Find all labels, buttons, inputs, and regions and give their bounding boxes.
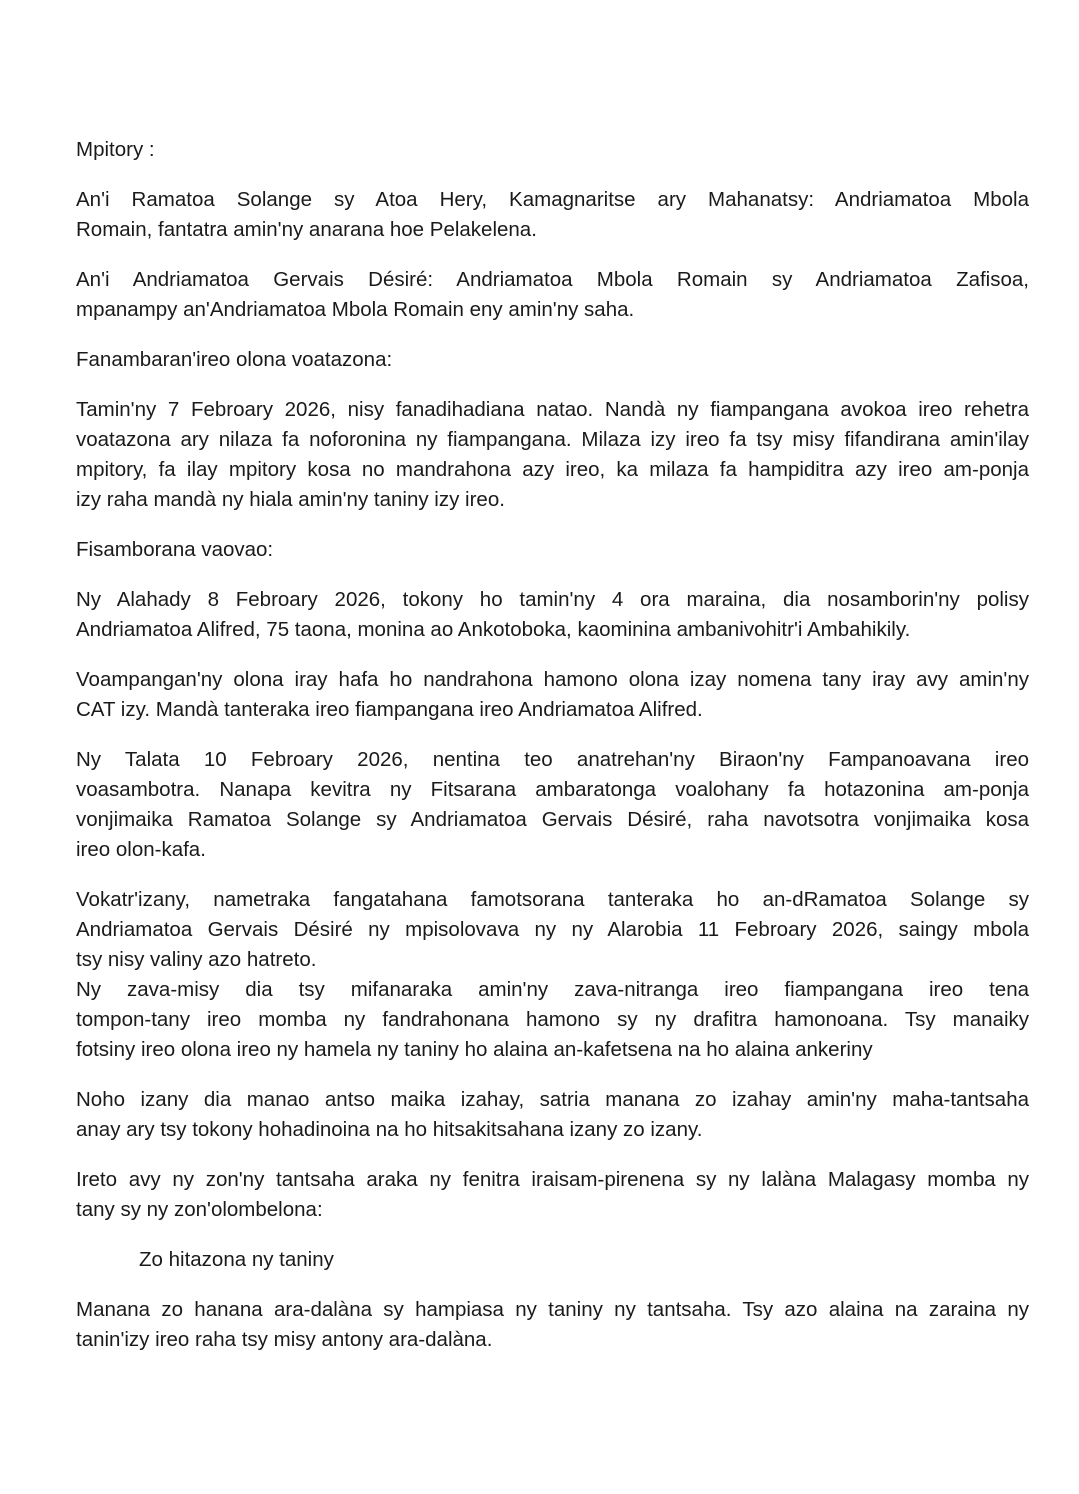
text-line: Mpitory : <box>76 138 155 161</box>
paragraph-spacing <box>76 165 1029 185</box>
text-line: Andriamatoa Gervais Désiré ny mpisolovava ny ny Alarobia 11 Febroary 2026, saingy mbola <box>76 918 1029 941</box>
text-line: CAT izy. Mandà tanteraka ireo fiampangana ireo Andriamatoa Alifred. <box>76 698 703 721</box>
text-line: mpitory, fa ilay mpitory kosa no mandrahona azy ireo, ka milaza fa hampiditra azy ireo am-ponja <box>76 458 1029 481</box>
text-line: anay ary tsy tokony hohadinoina na ho hitsakitsahana izany zo izany. <box>76 1118 703 1141</box>
section-heading <box>76 345 1029 375</box>
text-line: Voampangan'ny olona iray hafa ho nandrahona hamono olona izay nomena tany iray avy amin'ny <box>76 668 1029 691</box>
paragraph-spacing <box>76 1065 1029 1085</box>
text-line: voasambotra. Nanapa kevitra ny Fitsarana ambaratonga voalohany fa hotazonina am-ponja <box>76 778 1029 801</box>
paragraph <box>76 975 1029 1065</box>
text-line: Ny Talata 10 Febroary 2026, nentina teo anatrehan'ny Biraon'ny Fampanoavana ireo <box>76 748 1029 771</box>
paragraph <box>76 885 1029 975</box>
text-line: Ny Alahady 8 Febroary 2026, tokony ho tamin'ny 4 ora maraina, dia nosamborin'ny polisy <box>76 588 1029 611</box>
text-line: fotsiny ireo olona ireo ny hamela ny taniny ho alaina an-kafetsena na ho alaina ankeriny <box>76 1038 873 1061</box>
paragraph <box>76 395 1029 515</box>
text-line: tany sy ny zon'olombelona: <box>76 1198 323 1221</box>
text-line: An'i Andriamatoa Gervais Désiré: Andriamatoa Mbola Romain sy Andriamatoa Zafisoa, <box>76 268 1029 291</box>
text-line: Fanambaran'ireo olona voatazona: <box>76 348 393 371</box>
text-line: tsy nisy valiny azo hatreto. <box>76 948 317 971</box>
paragraph <box>76 185 1029 245</box>
document-page <box>76 135 1029 1355</box>
text-line: Andriamatoa Alifred, 75 taona, monina ao Ankotoboka, kaominina ambanivohitr'i Ambahikily. <box>76 618 911 641</box>
section-heading <box>76 135 1029 165</box>
paragraph <box>76 1085 1029 1145</box>
text-line: izy raha mandà ny hiala amin'ny taniny izy ireo. <box>76 488 505 511</box>
subsection-heading <box>76 1245 1029 1275</box>
text-line: tompon-tany ireo momba ny fandrahonana hamono sy ny drafitra hamonoana. Tsy manaiky <box>76 1008 1029 1031</box>
paragraph-spacing <box>76 1275 1029 1295</box>
paragraph <box>76 585 1029 645</box>
paragraph <box>76 265 1029 325</box>
paragraph-spacing <box>76 515 1029 535</box>
paragraph <box>76 1295 1029 1355</box>
text-line: Tamin'ny 7 Febroary 2026, nisy fanadihadiana natao. Nandà ny fiampangana avokoa ireo rehetra <box>76 398 1029 421</box>
section-heading <box>76 535 1029 565</box>
text-line: Vokatr'izany, nametraka fangatahana famotsorana tanteraka ho an-dRamatoa Solange sy <box>76 888 1029 911</box>
text-line: tanin'izy ireo raha tsy misy antony ara-dalàna. <box>76 1328 493 1351</box>
text-line: ireo olon-kafa. <box>76 838 206 861</box>
paragraph-spacing <box>76 865 1029 885</box>
paragraph-spacing <box>76 375 1029 395</box>
paragraph-spacing <box>76 1145 1029 1165</box>
paragraph <box>76 1165 1029 1225</box>
paragraph-spacing <box>76 1225 1029 1245</box>
text-line: Manana zo hanana ara-dalàna sy hampiasa ny taniny ny tantsaha. Tsy azo alaina na zaraina ny <box>76 1298 1029 1321</box>
paragraph <box>76 665 1029 725</box>
text-line: Ireto avy ny zon'ny tantsaha araka ny fenitra iraisam-pirenena sy ny lalàna Malagasy momba ny <box>76 1168 1029 1191</box>
text-line: voatazona ary nilaza fa noforonina ny fiampangana. Milaza izy ireo fa tsy misy fifandirana amin'ilay <box>76 428 1029 451</box>
paragraph <box>76 745 1029 865</box>
text-line: Romain, fantatra amin'ny anarana hoe Pelakelena. <box>76 218 537 241</box>
paragraph-spacing <box>76 725 1029 745</box>
text-line: An'i Ramatoa Solange sy Atoa Hery, Kamagnaritse ary Mahanatsy: Andriamatoa Mbola <box>76 188 1029 211</box>
text-line: Ny zava-misy dia tsy mifanaraka amin'ny zava-nitranga ireo fiampangana ireo tena <box>76 978 1029 1001</box>
paragraph-spacing <box>76 565 1029 585</box>
paragraph-spacing <box>76 245 1029 265</box>
text-line: Zo hitazona ny taniny <box>139 1248 334 1271</box>
paragraph-spacing <box>76 325 1029 345</box>
text-line: Fisamborana vaovao: <box>76 538 274 561</box>
text-line: mpanampy an'Andriamatoa Mbola Romain eny amin'ny saha. <box>76 298 635 321</box>
text-line: Noho izany dia manao antso maika izahay, satria manana zo izahay amin'ny maha-tantsaha <box>76 1088 1029 1111</box>
text-line: vonjimaika Ramatoa Solange sy Andriamatoa Gervais Désiré, raha navotsotra vonjimaika kosa <box>76 808 1029 831</box>
paragraph-spacing <box>76 645 1029 665</box>
